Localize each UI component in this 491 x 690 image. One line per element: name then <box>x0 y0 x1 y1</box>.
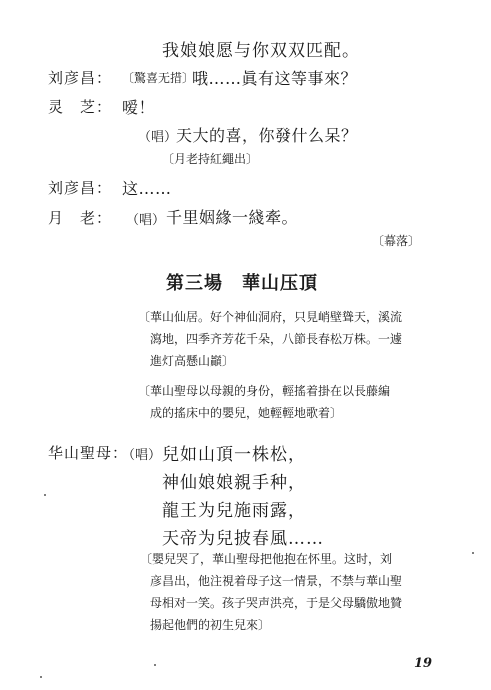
dialogue-line: 千里姻緣一綫牽。 <box>166 208 299 227</box>
speaker-name: 刘彦昌： <box>48 69 113 87</box>
stage-direction: 〔月老持紅繩出〕 <box>162 152 259 166</box>
scan-speck <box>40 676 42 678</box>
scene-title: 第三場 華山压頂 <box>166 273 318 294</box>
dialogue-line: 这…… <box>122 179 172 198</box>
stage-direction: 〔嬰兒哭了，華山聖母把他抱在怀里。这时，刘 <box>140 552 393 566</box>
dialogue-line: 天大的喜，你發什么呆？ <box>176 126 358 145</box>
song-line: 兒如山頂一株松， <box>162 445 306 465</box>
speaker-name: 刘彦昌： <box>48 179 113 197</box>
stage-direction: 母相对一笑。孩子哭声洪亮，于是父母驕傲地贊 <box>150 596 403 610</box>
stage-direction: 進灯高懸山巓〕 <box>150 354 235 368</box>
stage-direction: 〔華山聖母以母親的身份，輕搖着掛在以長藤編 <box>138 384 391 398</box>
song-line: 天帝为兒披春風…… <box>162 529 324 549</box>
stage-direction: 彦昌出，他注視着母子这一情景，不禁与華山聖 <box>150 574 403 588</box>
speaker-name: 月 老： <box>48 209 113 227</box>
stage-direction: 〔驚喜无措〕 <box>122 71 195 85</box>
speaker-name: 灵 芝： <box>48 98 113 116</box>
scan-speck <box>44 494 46 496</box>
dialogue-line: 哦……眞有这等事來？ <box>192 69 358 88</box>
stage-direction: 成的搖床中的嬰兒，她輕輕地歌着〕 <box>150 406 343 420</box>
verse-line: 我娘娘愿与你双双匹配。 <box>162 41 360 61</box>
sing-marker: （唱） <box>138 130 178 145</box>
speaker-name: 华山聖母： <box>48 444 129 462</box>
stage-direction: 〔幕落〕 <box>372 234 421 248</box>
sing-marker: （唱） <box>126 213 166 228</box>
sing-marker: （唱） <box>122 448 162 463</box>
page-number: 19 <box>414 656 433 671</box>
scan-speck <box>154 664 156 666</box>
stage-direction: 〔華山仙居。好个神仙洞府，只見峭壁聳天，溪流 <box>138 310 403 324</box>
stage-direction: 瀉地，四季齐芳花千朵，八節長春松万株。一遽 <box>150 332 403 346</box>
song-line: 神仙娘娘親手种， <box>162 473 306 493</box>
stage-direction: 揚起他們的初生兒來〕 <box>150 618 271 632</box>
scan-speck <box>472 552 474 554</box>
dialogue-line: 嗳！ <box>122 98 156 117</box>
song-line: 龍王为兒施雨露， <box>162 501 306 521</box>
